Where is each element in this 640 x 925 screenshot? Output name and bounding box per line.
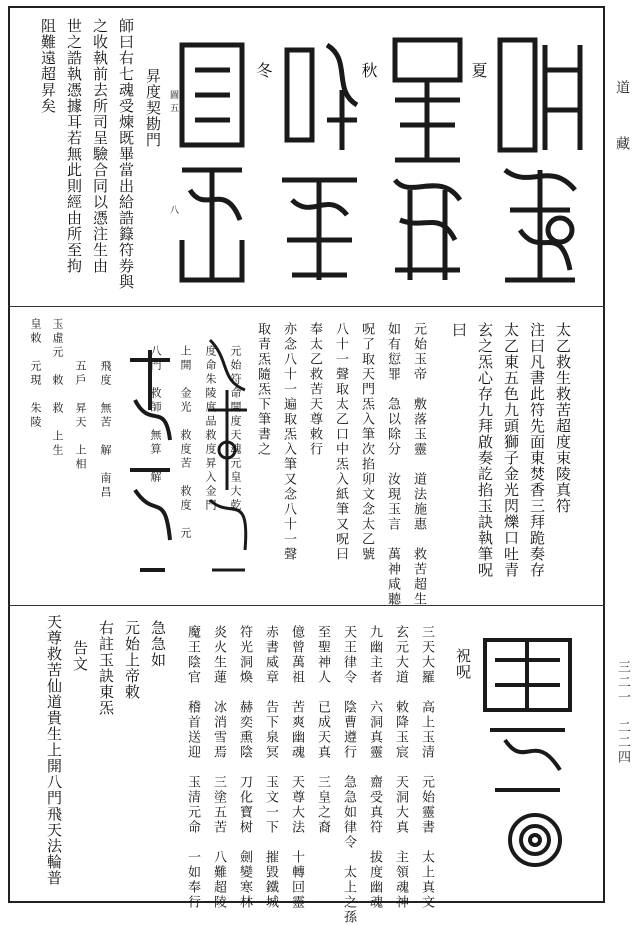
section3-verse-col: 玄元大道 敕降玉宸 天洞大真 主領魂神 bbox=[393, 625, 408, 910]
section3-tail-col: 元始上帝敕 bbox=[123, 620, 141, 700]
talisman-text-col: 八門 救師 無算 解 bbox=[149, 345, 162, 485]
margin-top-label: 道 藏 bbox=[614, 80, 630, 164]
section-divider-1 bbox=[8, 306, 605, 307]
section2-verse-col: 取青炁隨炁下筆書之 bbox=[255, 322, 270, 457]
section3-verse-col: 魔王陰官 稽首送迎 玉清元命 一如奉行 bbox=[185, 625, 200, 910]
section1-text-col: 之收執前去所司呈驗合同以憑注生由 bbox=[91, 18, 109, 274]
section1-text-col: 師曰右七魂受煉既畢當出給誥籙符券與 bbox=[117, 18, 135, 290]
section2-text-col: 太乙救生救苦超度束陵真符 bbox=[554, 322, 572, 514]
section3-verse-col: 三天大羅 高上玉清 元始靈書 太上真文 bbox=[419, 625, 434, 910]
section2-text-col: 注曰凡書此符先面東焚香三拜跪奏存 bbox=[528, 322, 546, 578]
section3-verse-col: 赤書威章 告下泉冥 玉文一下 摧毀鐵城 bbox=[263, 625, 278, 910]
seal-glyph-spring bbox=[490, 30, 590, 290]
margin-page-number: 三二一 二二四 bbox=[615, 660, 630, 765]
season-label-winter: 冬 bbox=[254, 62, 273, 79]
talisman-text-col: 上開 金光 救度苦 救度 元 bbox=[179, 345, 192, 541]
section3-verse-col: 至聖神人 已成天真 三皇之裔 bbox=[315, 625, 330, 835]
section3-title: 祝呪 bbox=[454, 648, 472, 680]
section3-verse-col: 天王律令 陰曹遵行 急急如律令 太上之孫 bbox=[341, 625, 356, 925]
section3-verse-col: 炎火生蓮 冰消雪焉 三塗五苦 八難超陵 bbox=[211, 625, 226, 910]
section3-verse-col: 九幽主者 六洞真靈 齋受真符 拔度幽魂 bbox=[367, 625, 382, 910]
talisman-text-col: 元始符命開度天魂元皇大乾 bbox=[229, 345, 242, 513]
section3-verse-col: 億曾萬祖 苦爽幽魂 天尊大法 十轉回靈 bbox=[289, 625, 304, 910]
section2-verse-col: 元始玉帝 敷落玉靈 道法施惠 救苦超生 bbox=[411, 322, 426, 607]
section2-left-col: 玉虛元 敕 救 上生 bbox=[51, 318, 64, 458]
talisman-text-col: 飛度 無苦 解 南昌 bbox=[99, 360, 112, 500]
section2-text-col: 太乙東五色九頭獅子金光閃爍口吐青 bbox=[502, 322, 520, 578]
page-mark-eight: 八 bbox=[168, 205, 178, 218]
section2-text-col: 玄之炁心存九拜啟奏訖掐玉訣執筆呪 bbox=[476, 322, 494, 578]
section3-tail-col: 天尊救苦仙道貴生上開八門飛天法輪普 bbox=[45, 614, 63, 886]
section2-verse-col: 奉太乙救苦天尊敕行 bbox=[307, 322, 322, 457]
section-divider-2 bbox=[8, 605, 605, 606]
section2-text-col: 曰 bbox=[450, 322, 468, 338]
seal-glyph-winter bbox=[170, 30, 255, 290]
talisman-text-col: 度命朱陵度品救度昇入金門 bbox=[204, 345, 217, 513]
section3-verse-col: 符光洞煥 赫奕熏陰 刀化寶树 劍變寒林 bbox=[237, 625, 252, 910]
seal-glyph-summer bbox=[380, 30, 475, 290]
section2-verse-col: 亦念八十一遍取炁入筆又念八十一聲 bbox=[281, 322, 296, 562]
section1-text-col: 阻難遠超昇矣 bbox=[39, 18, 57, 114]
section1-heading: 昇度契勘門 bbox=[144, 68, 162, 148]
talisman-text-col: 五戶 昇天 上相 bbox=[74, 360, 87, 472]
section3-tail-col: 告文 bbox=[71, 640, 89, 672]
season-label-autumn: 秋 bbox=[359, 62, 378, 79]
seal-talisman-bottom bbox=[475, 630, 580, 890]
section2-verse-col: 八十一聲取太乙口中炁入紙筆又呪曰 bbox=[333, 322, 348, 562]
section1-text-col: 世之誥執憑據耳若無此則經由所至拘 bbox=[65, 18, 83, 274]
section2-verse-col: 如有愆罪 急以除分 汝現玉言 萬神咸聽 bbox=[385, 322, 400, 607]
season-label-summer: 夏 bbox=[469, 62, 488, 79]
section3-tail-col: 急急如 bbox=[149, 620, 167, 668]
section2-verse-col: 呪了取天門炁入筆次掐卯文念太乙號 bbox=[359, 322, 374, 562]
section2-left-col: 皇敕 元現 朱陵 bbox=[29, 318, 42, 430]
section3-tail-col: 右註玉訣東炁 bbox=[97, 620, 115, 716]
figure-mark: 圖五 bbox=[168, 90, 178, 116]
seal-glyph-autumn bbox=[272, 30, 367, 290]
